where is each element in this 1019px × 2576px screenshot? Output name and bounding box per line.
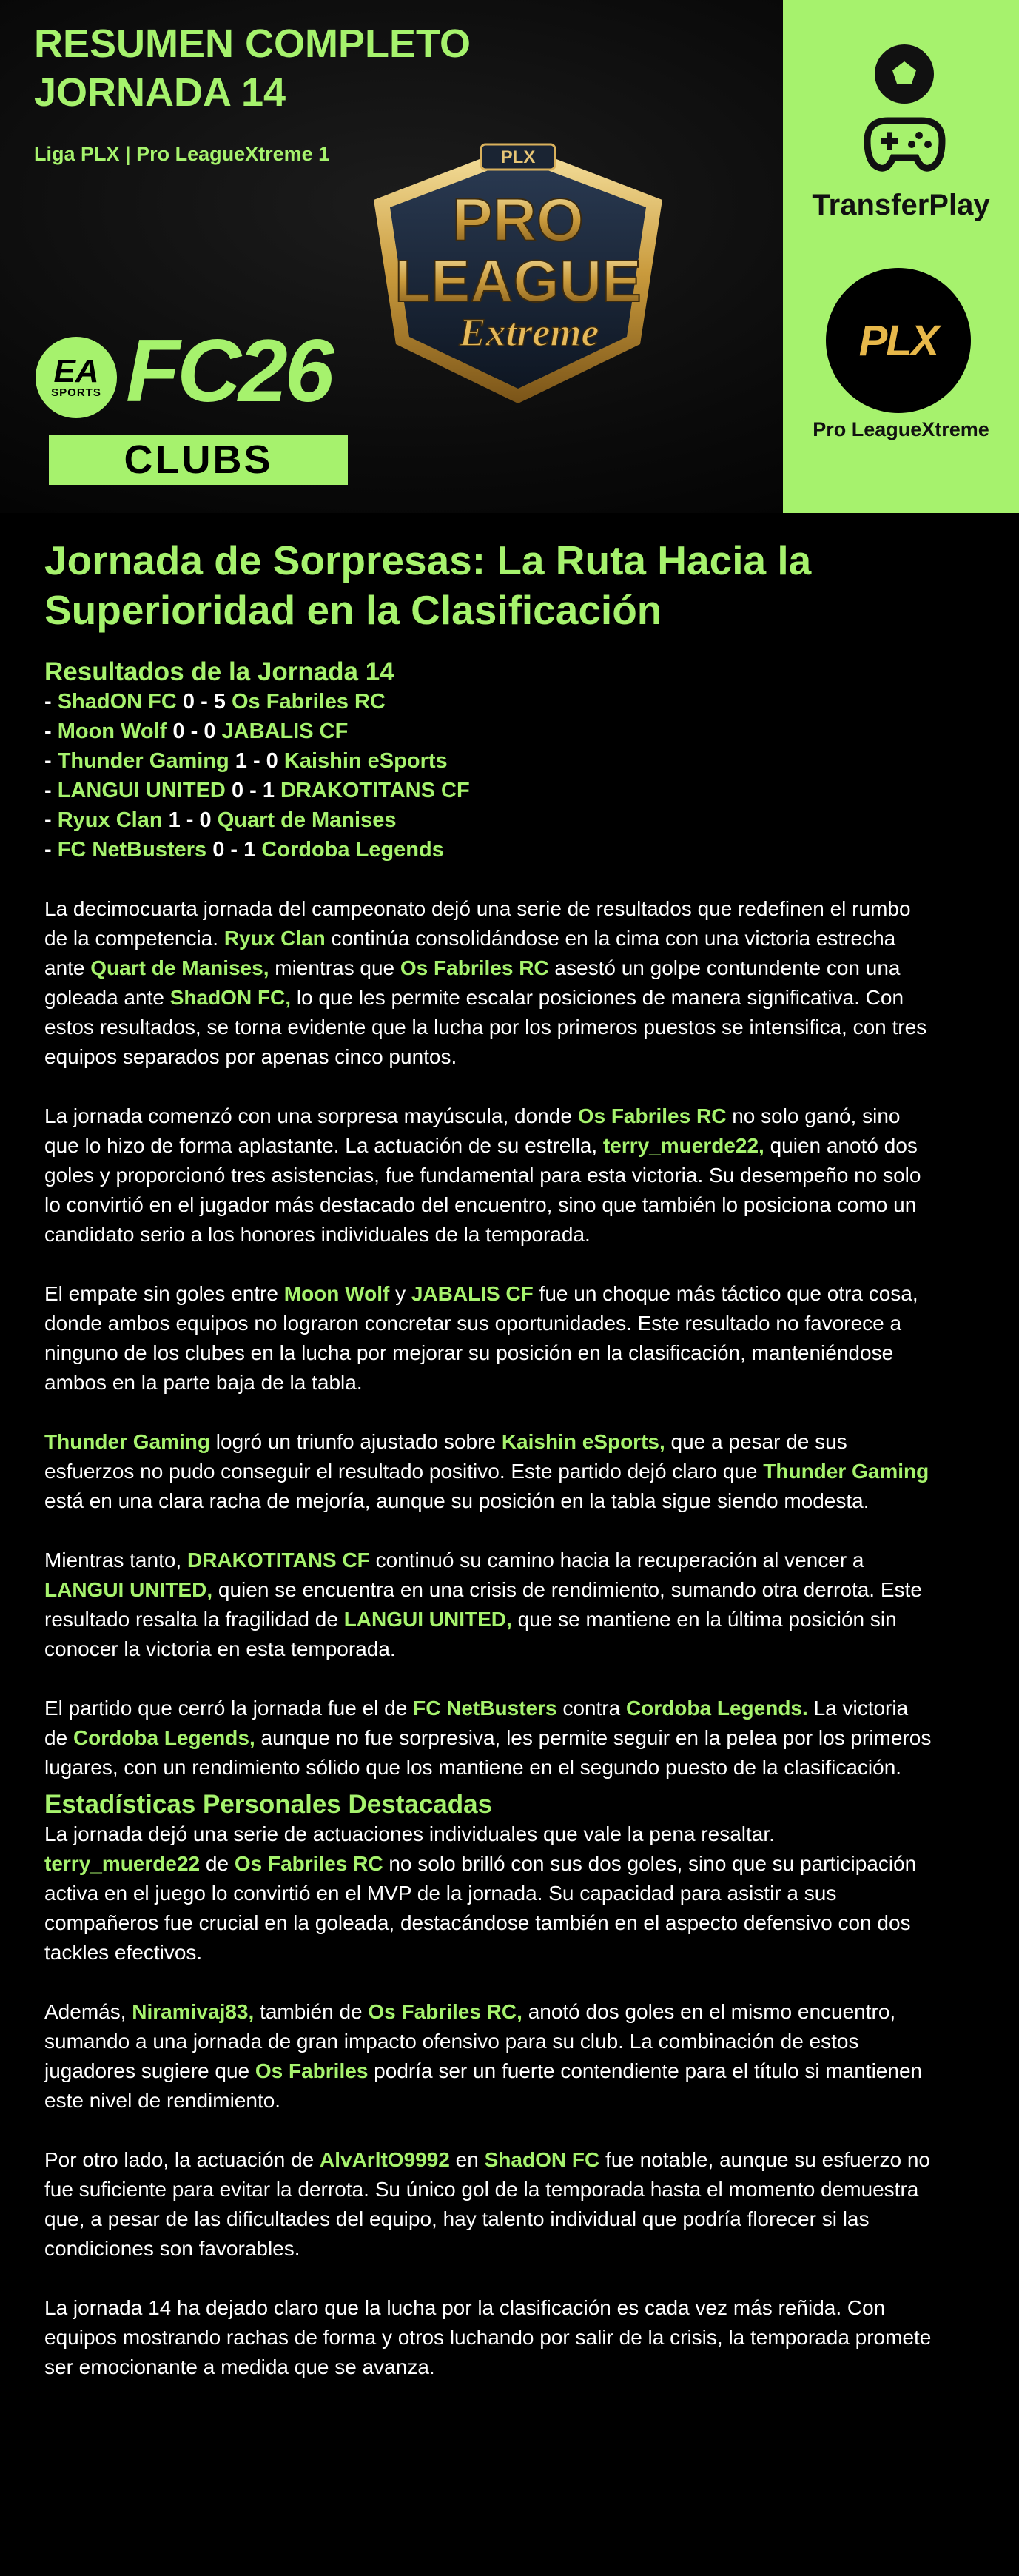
- fc26-text: FC26: [126, 321, 332, 420]
- paragraph-os-fabriles: La jornada comenzó con una sorpresa mayúscula, donde Os Fabriles RC no solo ganó, sino que lo hizo de forma aplastante. La actuación de su estrella, terry_muerde22, quien anotó dos goles y proporcionó tres asistencias, fue fundamental para esta victoria. Su desempeño no solo lo convirtió en el jugador más destacado del encuentro, sino que también lo posiciona como un candidato serio a los honores individuales de la temporada.: [44, 1104, 921, 1246]
- paragraph-niramivaj: Además, Niramivaj83, también de Os Fabriles RC, anotó dos goles en el mismo encuentro, sumando a una jornada de gran impacto ofensivo para su club. La combinación de estos jugadores sugiere que Os Fabriles podría ser un fuerte contendiente para el título si mantienen este nivel de rendimiento.: [44, 2000, 923, 2112]
- title-line-1: RESUMEN COMPLETO: [34, 21, 471, 66]
- result-row: - ShadON FC 0 - 5 Os Fabriles RC: [44, 690, 386, 714]
- plx-circle-logo: [826, 268, 971, 413]
- pro-league-extreme-logo: [344, 130, 692, 415]
- result-row: - Thunder Gaming 1 - 0 Kaishin eSports: [44, 749, 448, 773]
- article-headline: Jornada de Sorpresas: La Ruta Hacia la Superioridad en la Clasificación: [44, 537, 812, 633]
- sponsor-sidebar: [783, 0, 1019, 513]
- clubs-label-box: [49, 435, 348, 485]
- paragraph-drakotitans: Mientras tanto, DRAKOTITANS CF continuó su camino hacia la recuperación al vencer a LANGUI UNITED, quien se encuentra en una crisis de rendimiento, sumando otra derrota. Este resultado resalta la fragilidad de LANGUI UNITED, que se mantiene en la última posición sin conocer la victoria en esta temporada.: [44, 1549, 922, 1660]
- paragraph-alvarlto: Por otro lado, la actuación de AlvArltO9992 en ShadON FC fue notable, aunque su esfuerzo no fue suficiente para evitar la derrota. Su único gol de la temporada hasta el momento demuestra que, a pesar de las dificultades del equipo, hay talento individual que podría florecer si las condiciones son favorables.: [44, 2148, 930, 2260]
- sports-text: SPORTS: [51, 386, 101, 399]
- result-row: - FC NetBusters 0 - 1 Cordoba Legends: [44, 838, 444, 862]
- brand-name: TransferPlay: [812, 189, 990, 221]
- paragraph-netbusters: El partido que cerró la jornada fue el de FC NetBusters contra Cordoba Legends. La victoria de Cordoba Legends, aunque no fue sorpresiva, les permite seguir en la pelea por los primeros lugares, con un rendimiento sólido que los mantiene en el segundo puesto de la clasificación.: [44, 1697, 932, 1779]
- results-heading: Resultados de la Jornada 14: [44, 657, 394, 686]
- plx-badge-text: PLX: [500, 147, 536, 167]
- transferplay-icon: [858, 41, 951, 181]
- results-list: [44, 687, 932, 865]
- ea-sports-badge: [36, 337, 117, 418]
- title-line-2: JORNADA 14: [34, 70, 286, 115]
- ea-text: EA: [53, 352, 99, 389]
- logo-line-extreme: Extreme: [459, 310, 599, 355]
- paragraph-closing: La jornada 14 ha dejado claro que la lucha por la clasificación es cada vez más reñida. Con equipos mostrando rachas de forma y otros luchando por salir de la crisis, la temporada promete ser emocionante a medida que se avanza.: [44, 2296, 932, 2378]
- article: [44, 536, 932, 2412]
- page-title: [34, 19, 471, 117]
- result-row: - Moon Wolf 0 - 0 JABALIS CF: [44, 720, 349, 743]
- logo-line-pro: PRO: [452, 187, 584, 254]
- paragraph-thunder-gaming: Thunder Gaming logró un triunfo ajustado sobre Kaishin eSports, que a pesar de sus esfuerzos no pudo conseguir el resultado positivo. Este partido dejó claro que Thunder Gaming está en una clara racha de mejoría, aunque su posición en la tabla sigue siendo modesta.: [44, 1430, 929, 1512]
- result-row: - LANGUI UNITED 0 - 1 DRAKOTITANS CF: [44, 779, 470, 802]
- paragraph-moon-wolf: El empate sin goles entre Moon Wolf y JABALIS CF fue un choque más táctico que otra cosa, donde ambos equipos no lograron concretar sus oportunidades. Este resultado no favorece a ninguno de los clubes en la lucha por mejorar su posición en la clasificación, manteniéndose ambos en la parte baja de la tabla.: [44, 1282, 918, 1394]
- logo-line-league: LEAGUE: [394, 248, 642, 314]
- league-name: Pro LeagueXtreme: [813, 418, 989, 440]
- paragraph-mvp: La jornada dejó una serie de actuaciones individuales que vale la pena resaltar. terry_muerde22 de Os Fabriles RC no solo brilló con sus dos goles, sino que su participación activa en el juego lo convirtió en el MVP de la jornada. Su capacidad para asistir a sus compañeros fue crucial en la goleada, destacándose también en el aspecto defensivo con dos tackles efectivos.: [44, 1822, 917, 1964]
- paragraph-intro: La decimocuarta jornada del campeonato dejó una serie de resultados que redefinen el rumbo de la competencia. Ryux Clan continúa consolidándose en la cima con una victoria estrecha ante Quart de Manises, mientras que Os Fabriles RC asestó un golpe contundente con una goleada ante ShadON FC, lo que les permite escalar posiciones de manera significativa. Con estos resultados, se torna evidente que la lucha por los primeros puestos se intensifica, con tres equipos separados por apenas cinco puntos.: [44, 897, 927, 1068]
- plx-circle-text: PLX: [858, 316, 938, 365]
- result-row: - Ryux Clan 1 - 0 Quart de Manises: [44, 808, 397, 832]
- league-subtitle: Liga PLX | Pro LeagueXtreme 1: [34, 143, 330, 165]
- clubs-label: CLUBS: [124, 437, 273, 482]
- stats-heading: Estadísticas Personales Destacadas: [44, 1790, 493, 1819]
